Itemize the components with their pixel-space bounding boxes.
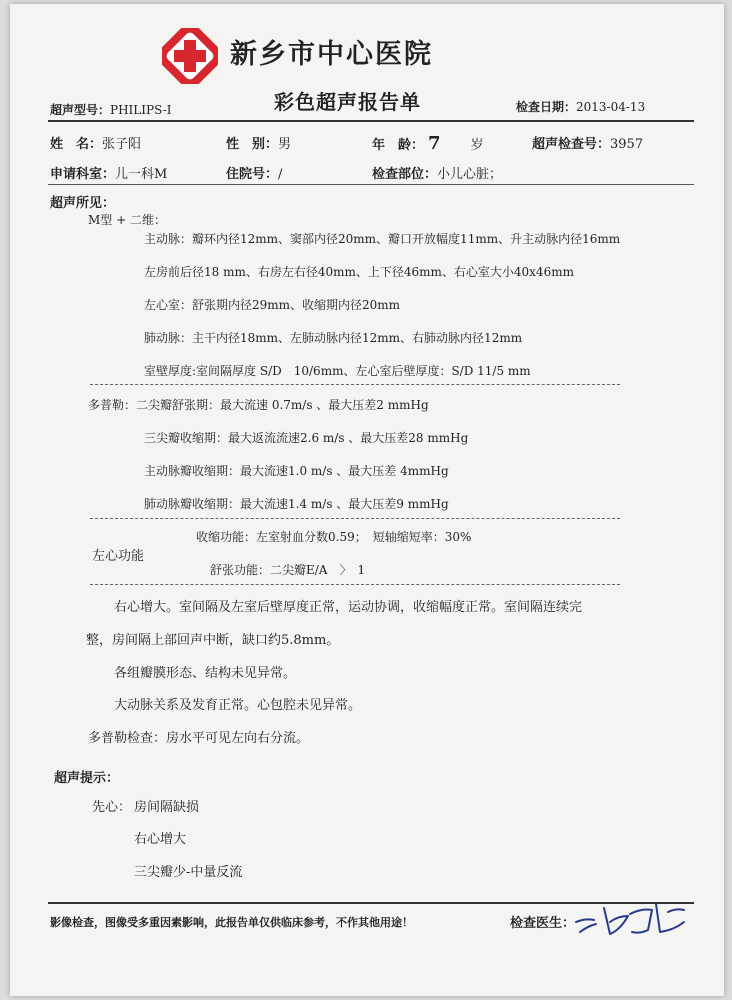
hospital-name: 新乡市中心医院 bbox=[230, 39, 433, 70]
exam-part: 检查部位：小儿心脏； bbox=[372, 167, 503, 182]
patient-sex: 性 别：男 bbox=[226, 137, 292, 152]
disclaimer: 影像检查，图像受多重因素影响，此报告单仅供临床参考，不作其他用途！ bbox=[50, 916, 413, 929]
finding-wall-thickness: 室壁厚度:室间隔厚度 S/D 10/6mm、左心室后壁厚度：S/D 11/5 mm bbox=[144, 364, 531, 378]
inpatient-number: 住院号：/ bbox=[226, 167, 283, 182]
systolic-function: 收缩功能：左室射血分数0.59； 短轴缩短率：30% bbox=[196, 530, 472, 544]
diastolic-function: 舒张功能：二尖瓣E/A 〉 1 bbox=[210, 563, 366, 577]
doppler-aortic: 主动脉瓣收缩期：最大流速1.0 m/s 、最大压差 4mmHg bbox=[144, 464, 449, 478]
report-page bbox=[10, 4, 724, 996]
finding-atria: 左房前后径18 mm、右房左右径40mm、上下径46mm、右心室大小40x46mm bbox=[144, 265, 574, 279]
lv-function-label: 左心功能 bbox=[92, 549, 145, 564]
divider-3 bbox=[90, 584, 620, 585]
divider-1 bbox=[90, 384, 620, 385]
finding-pulmonary-artery: 肺动脉：主干内径18mm、左肺动脉内径12mm、右肺动脉内径12mm bbox=[144, 331, 523, 345]
exam-date: 检查日期：2013-04-13 bbox=[516, 100, 646, 114]
conclusion-heading: 超声提示： bbox=[54, 771, 120, 786]
conclusion-item: 三尖瓣少-中量反流 bbox=[134, 865, 243, 880]
patient-name: 姓 名：张子阳 bbox=[50, 137, 142, 152]
divider-2 bbox=[90, 518, 620, 519]
doppler-pulmonary: 肺动脉瓣收缩期：最大流速1.4 m/s 、最大压差9 mmHg bbox=[144, 497, 449, 511]
finding-aorta: 主动脉：瓣环内径12mm、窦部内径20mm、瓣口开放幅度11mm、升主动脉内径16mm bbox=[144, 232, 621, 246]
findings-heading: 超声所见： bbox=[50, 196, 116, 211]
patient-age: 年 龄： 7 岁 bbox=[372, 133, 484, 154]
doppler-mitral: 多普勒：二尖瓣舒张期：最大流速 0.7m/s 、最大压差2 mmHg bbox=[88, 398, 429, 412]
requesting-dept: 申请科室：儿一科M bbox=[50, 167, 168, 182]
mode-label: M型 + 二维： bbox=[88, 213, 166, 227]
narrative-2: 整，房间隔上部回声中断，缺口约5.8mm。 bbox=[86, 633, 340, 648]
conclusion-item: 房间隔缺损 bbox=[134, 800, 200, 815]
doctor-signature bbox=[570, 892, 700, 942]
conclusion-prefix: 先心： bbox=[92, 800, 132, 815]
doctor-label: 检查医生： bbox=[510, 916, 576, 931]
header-rule bbox=[48, 120, 694, 122]
ultrasound-model: 超声型号：PHILIPS-I bbox=[50, 103, 172, 117]
narrative-5: 多普勒检查：房水平可见左向右分流。 bbox=[88, 731, 310, 746]
hospital-logo-icon bbox=[162, 28, 218, 84]
narrative-1: 右心增大。室间隔及左室后壁厚度正常，运动协调，收缩幅度正常。室间隔连续完 bbox=[114, 600, 583, 615]
doppler-tricuspid: 三尖瓣收缩期：最大返流流速2.6 m/s 、最大压差28 mmHg bbox=[144, 431, 469, 445]
exam-number: 超声检查号：3957 bbox=[532, 137, 644, 152]
conclusion-item: 右心增大 bbox=[134, 832, 187, 847]
report-title: 彩色超声报告单 bbox=[274, 90, 421, 114]
finding-left-ventricle: 左心室：舒张期内径29mm、收缩期内径20mm bbox=[144, 298, 401, 312]
narrative-3: 各组瓣膜形态、结构未见异常。 bbox=[114, 666, 297, 681]
patient-rule bbox=[48, 184, 694, 185]
narrative-4: 大动脉关系及发育正常。心包腔未见异常。 bbox=[114, 698, 362, 713]
